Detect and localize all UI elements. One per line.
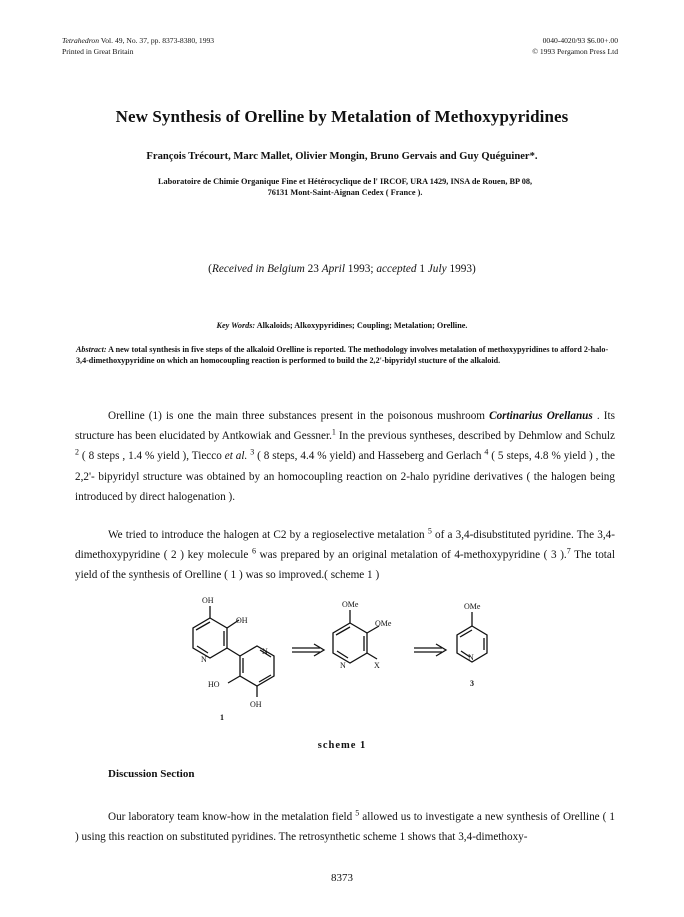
journal-name: Tetrahedron bbox=[62, 36, 99, 45]
keywords-text: Alkaloids; Alkoxypyridines; Coupling; Metalation; Orelline. bbox=[255, 321, 468, 330]
paragraph-intro bbox=[75, 406, 615, 507]
received-dates bbox=[0, 263, 684, 275]
para2-text-1: We tried to introduce the halogen at C2 by a regioselective metalation bbox=[108, 529, 428, 541]
issn-header bbox=[532, 36, 618, 57]
received-label: Received in Belgium bbox=[211, 263, 305, 275]
received-year: 1993; bbox=[344, 263, 377, 275]
compound-2-x: X bbox=[374, 661, 380, 670]
compound-3-n: N bbox=[468, 653, 474, 662]
orelline-label: 1 bbox=[220, 713, 224, 722]
para1-text-3: In the previous syntheses, described by Dehmlow and Schulz bbox=[335, 430, 615, 443]
para3-text-1: Our laboratory team know-how in the metalation field bbox=[108, 811, 356, 823]
issn: 0040-4020/93 $6.00+.00 bbox=[542, 36, 618, 45]
received-month: April bbox=[321, 263, 345, 275]
keywords bbox=[0, 321, 684, 330]
accepted-year: 1993) bbox=[446, 263, 476, 275]
ref-4: 4 bbox=[484, 447, 489, 457]
journal-header bbox=[62, 36, 214, 57]
orelline-n-right: N bbox=[262, 647, 268, 656]
et-al: et al. bbox=[224, 450, 248, 463]
ref-5: 5 bbox=[427, 526, 432, 536]
ref-1: 1 bbox=[331, 427, 336, 437]
received-open: ( bbox=[208, 263, 212, 275]
para1-text-2: . Its structure has been elucidated by Antkowiak and Gessner. bbox=[75, 410, 615, 443]
accepted-month: July bbox=[427, 263, 447, 275]
compound-3-ome: OMe bbox=[464, 602, 481, 611]
compound-2-ring bbox=[333, 623, 367, 663]
orelline-oh-bottom: OH bbox=[250, 700, 262, 709]
ref-6: 6 bbox=[251, 546, 256, 556]
para3-text-2: allowed us to investigate a new synthesis of Orelline ( 1 ) using this reaction on substituted pyridines. The retrosynthetic scheme 1 shows that 3,4-dimethoxy- bbox=[75, 811, 615, 844]
paper-title: New Synthesis of Orelline by Metalation of Methoxypyridines bbox=[115, 107, 569, 126]
abstract-text: A new total synthesis in five steps of the alkaloid Orelline is reported. The methodology involves metalation of methoxypyridines to afford 2-halo-3,4-dimethoxypyridine on which an homocoupling reaction is performed to build the 2,2'-bipyridyl stucture of the alkaloid. bbox=[76, 345, 609, 365]
keywords-label: Key Words: bbox=[216, 321, 256, 330]
affiliation-line-2: 76131 Mont-Saint-Aignan Cedex ( France ). bbox=[267, 188, 423, 197]
affiliation bbox=[130, 176, 560, 198]
orelline-right-ring bbox=[240, 646, 274, 686]
page-number: 8373 bbox=[331, 872, 353, 884]
ref-2: 2 bbox=[75, 447, 79, 457]
scheme-caption: scheme 1 bbox=[317, 740, 367, 751]
para2-text-4: The total yield of the synthesis of Orelline ( 1 ) was so improved.( scheme 1 ) bbox=[75, 549, 615, 582]
accepted-date: 1 bbox=[416, 263, 428, 275]
accepted-label: accepted bbox=[376, 263, 417, 275]
para1-text-7: ( 5 steps, 4.8 % yield ) , the 2,2'- bipyridyl structure was obtained by an homocoupling reaction on 2-halo pyridine derivatives ( the halogen being introduced by direct halogenation ). bbox=[75, 450, 616, 503]
abstract-label: Abstract: bbox=[76, 345, 107, 354]
compound-2-ome-right: OMe bbox=[375, 619, 392, 628]
abstract bbox=[76, 344, 616, 366]
received-date: 23 bbox=[304, 263, 322, 275]
species-name: Cortinarius Orellanus bbox=[489, 410, 593, 422]
para1-text-4: ( 8 steps , 1.4 % yield ), Tiecco bbox=[79, 450, 225, 463]
para1-text-1: Orelline (1) is one the main three substances present in the poisonous mushroom bbox=[108, 410, 490, 422]
section-heading: Discussion Section bbox=[108, 768, 195, 780]
copyright: © 1993 Pergamon Press Ltd bbox=[532, 46, 618, 56]
orelline-oh-right: OH bbox=[236, 616, 248, 625]
paragraph-approach bbox=[75, 525, 615, 586]
para1-text-6: ( 8 steps, 4.4 % yield) and Hasseberg and Gerlach bbox=[254, 450, 485, 463]
para2-text-3: was prepared by an original metalation of 4-methoxypyridine ( 3 ). bbox=[255, 549, 567, 562]
journal-citation: Vol. 49, No. 37, pp. 8373-8380, 1993 bbox=[99, 36, 215, 45]
compound-2-n: N bbox=[340, 661, 346, 670]
ref-3: 3 bbox=[250, 447, 255, 457]
orelline-ho: HO bbox=[208, 680, 220, 689]
para2-text-2: of a 3,4-disubstituted pyridine. The 3,4-dimethoxypyridine ( 2 ) key molecule bbox=[75, 529, 615, 562]
affiliation-line-1: Laboratoire de Chimie Organique Fine et Hétérocyclique de l' IRCOF, URA 1429, INSA de Rouen, BP 08, bbox=[157, 177, 533, 186]
authors: François Trécourt, Marc Mallet, Olivier Mongin, Bruno Gervais and Guy Quéguiner*. bbox=[146, 151, 538, 162]
compound-3-label: 3 bbox=[470, 679, 474, 688]
paragraph-discussion bbox=[75, 807, 615, 847]
ref-5-discussion: 5 bbox=[355, 808, 360, 818]
orelline-n-left: N bbox=[201, 655, 207, 664]
reaction-scheme bbox=[170, 586, 510, 726]
printed-in: Printed in Great Britain bbox=[62, 46, 134, 56]
orelline-left-ring bbox=[193, 618, 227, 658]
orelline-oh-top: OH bbox=[202, 596, 214, 605]
ref-7: 7 bbox=[566, 546, 571, 556]
compound-2-ome-top: OMe bbox=[342, 600, 359, 609]
